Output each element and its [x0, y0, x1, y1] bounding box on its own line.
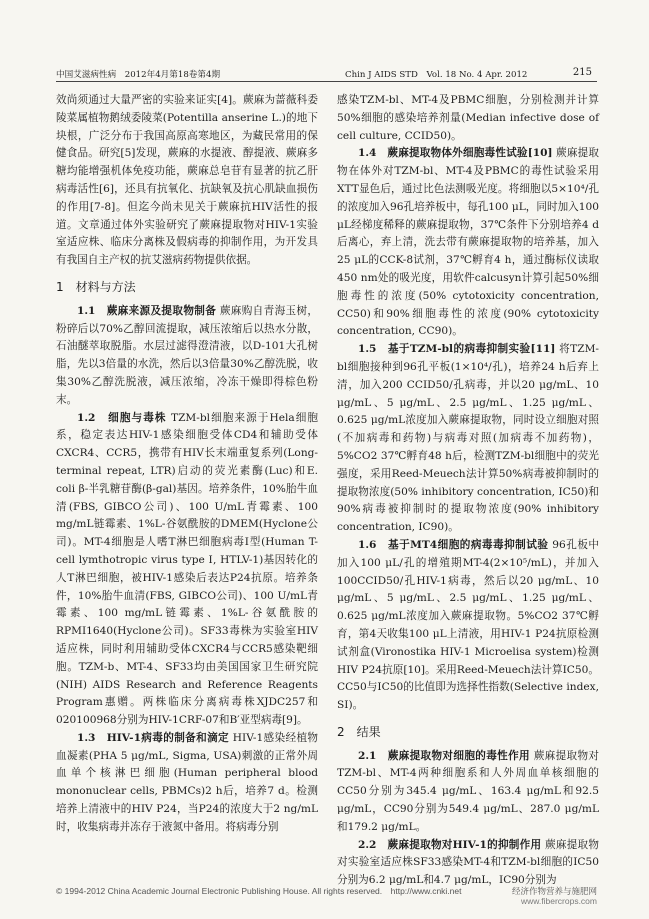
subsection-1-5-heading: 1.5 基于TZM-bl的病毒抑制实验[11]	[358, 343, 556, 356]
subsection-2-1-heading: 2.1 蕨麻提取物对细胞的毒性作用	[358, 749, 530, 762]
subsection-1-5	[337, 341, 599, 537]
running-header-en: Chin J AIDS STD Vol. 18 No. 4 Apr. 2012	[345, 70, 528, 80]
intro-paragraph: 效尚须通过大量严密的实验来证实[4]。蕨麻为蔷薇科委陵菜属植物鹅绒委陵菜(Potentilla anserine L.)的地下块根，广泛分布于我国高原高寒地区，为藏民常用的保健食品。研究[5]发现，蕨麻的水提液、醇提液、蕨麻多糖均能增强机体免疫功能，蕨麻总皂苷有显著的抗乙肝病毒活性[6]，还具有抗氧化、抗缺氧及抗心肌缺血损伤的作用[7-8]。但迄今尚未见关于蕨麻抗HIV活性的报道。文章通过体外实验研究了蕨麻提取物对HIV-1实验室适应株、临床分离株及假病毒的抑制作用，为开发具有我国自主产权的抗艾滋病药物提供依据。	[56, 94, 318, 267]
subsection-1-2-heading: 1.2 细胞与毒株	[77, 411, 167, 424]
continued-paragraph: 感染TZM-bl、MT-4及PBMC细胞，分别检测并计算50%细胞的感染培养剂量(Median infective dose of cell culture, CCID50)。	[337, 94, 599, 142]
subsection-1-1-heading: 1.1 蕨麻来源及提取物制备	[77, 304, 217, 317]
section-2-title: 2 结果	[337, 724, 381, 739]
subsection-1-3	[56, 730, 318, 837]
subsection-1-3-heading: 1.3 HIV-1病毒的制备和滴定	[77, 731, 230, 744]
subsection-2-1-body: 蕨麻提取物对TZM-bl、MT-4两种细胞系和人外周血单核细胞的CC50分别为345.4 μg/mL、163.4 μg/mL和92.5 μg/mL，CC90分别为549.4 μg/mL、287.0 μg/mL和179.2 μg/mL。	[337, 749, 599, 833]
watermark-cn: 经济作物营养与施肥网	[511, 886, 597, 896]
copyright-footer: © 1994-2012 China Academic Journal Electronic Publishing House. All rights reserved. http://www.cnki.net	[56, 886, 462, 896]
section-1-title: 1 材料与方法	[56, 279, 136, 294]
subsection-1-4-heading: 1.4 蕨麻提取物体外细胞毒性试验[10]	[358, 147, 553, 160]
right-column	[337, 92, 599, 890]
subsection-1-1-body: 蕨麻购自青海玉树，粉碎后以70%乙醇回流提取，减压浓缩后以热水分散，石油醚萃取脱脂。水层过滤得澄清液，以D-101大孔树脂，先以3倍量的水洗，然后以3倍量30%乙醇洗脱，收集30%乙醇洗脱液，减压浓缩，冷冻干燥即得棕色粉末。	[56, 304, 318, 406]
subsection-2-2-heading: 2.2 蕨麻提取物对HIV-1的抑制作用	[358, 838, 542, 851]
subsection-2-2	[337, 837, 599, 890]
subsection-2-2-body: 蕨麻提取物对实验室适应株SF33感染MT-4和TZM-bl细胞的IC50分别为6.2 μg/mL和4.7 μg/mL，IC90分别为	[337, 838, 600, 887]
subsection-2-1	[337, 748, 599, 837]
subsection-1-4	[337, 145, 599, 341]
running-header-cn: 中国艾滋病性病 2012年4月第18卷第4期	[56, 70, 221, 80]
subsection-1-5-body: 将TZM-bl细胞接种到96孔平板(1×10⁴/孔)，培养24 h后弃上清，加入200 CCID50/孔病毒，并以20 μg/mL、10 μg/mL、5 μg/mL、2.5 μg/mL、1.25 μg/mL、0.625 μg/mL浓度加入蕨麻提取物，同时设立细胞对照(不加病毒和药物)与病毒对照(加病毒不加药物)，5%CO2 37℃孵育48 h后，检测TZM-bl细胞中的荧光强度，采用Reed-Meuech法计算50%病毒被抑制时的提取物浓度(50% inhibitory concentration, IC50)和90%病毒被抑制时的提取物浓度(90% inhibitory concentration, IC90)。	[337, 343, 599, 534]
subsection-1-6-body: 96孔板中加入100 μL/孔的增殖期MT-4(2×10⁵/mL)，并加入100CCID50/孔HIV-1病毒，然后以20 μg/mL、10 μg/mL、5 μg/mL、2.5 μg/mL、1.25 μg/mL、0.625 μg/mL浓度加入蕨麻提取物。5%CO2 37℃孵育，第4天收集100 μL上清液，用HIV-1 P24抗原检测试剂盒(Vironostika HIV-1 Microelisa system)检测HIV P24抗原[10]。采用Reed-Meuech法计算IC50。CC50与IC50的比值即为选择性指数(Selective index, SI)。	[337, 538, 599, 712]
watermark-url: www.fibercrops.com	[520, 896, 597, 906]
subsection-1-3-body: HIV-1感染经植物血凝素(PHA 5 μg/mL, Sigma, USA)刺激的正常外周血单个核淋巴细胞(Human peripheral blood mononuclear cells, PBMCs)2 h后，培养7 d。检测培养上清液中的HIV P24，当P24的浓度大于2 ng/mL时，收集病毒并冻存于液氮中备用。将病毒分别	[56, 731, 318, 833]
subsection-1-6-heading: 1.6 基于MT4细胞的病毒毒抑制试验	[358, 538, 549, 551]
left-column	[56, 92, 318, 837]
subsection-1-6	[337, 537, 599, 715]
subsection-1-1	[56, 303, 318, 410]
subsection-1-4-body: 蕨麻提取物在体外对TZM-bl、MT-4及PBMC的毒性试验采用XTT显色后，通过比色法测吸光度。将细胞以5×10⁴/孔的浓度加入96孔培养板中，每孔100 μL，同时加入100 μL经梯度稀释的蕨麻提取物，37℃条件下分别培养4 d后离心，弃上清，洗去带有蕨麻提取物的培养基，加入25 μL的CCK-8试剂，37℃孵育4 h，通过酶标仪读取450 nm处的吸光度，用软件calcusyn计算引起50%细胞毒性的浓度(50% cytotoxicity concentration, CC50)和90%细胞毒性的浓度(90% cytotoxicity concentration, CC90)。	[337, 147, 600, 338]
page-number: 215	[572, 67, 592, 78]
subsection-1-2	[56, 410, 318, 730]
subsection-1-2-body: TZM-bl细胞来源于Hela细胞系，稳定表达HIV-1感染细胞受体CD4和辅助受体CXCR4、CCR5，携带有HIV长末端重复系列(Long-terminal repeat, LTR)启动的荧光素酶(Luc)和E. coli β-半乳糖苷酶(β-gal)基因。培养条件，10%胎牛血清(FBS, GIBCO公司)、100 U/mL青霉素、100 mg/mL链霉素、1%L-谷氨酰胺的DMEM(Hyclone公司)。MT-4细胞是人嗜T淋巴细胞病毒Ⅰ型(Human T-cell lymthotropic virus type Ⅰ, HTLV-1)基因转化的人T淋巴细胞，被HIV-1感染后表达P24抗原。培养条件，10%胎牛血清(FBS, GIBCO公司)、100 U/mL青霉素、100 mg/mL链霉素、1%L-谷氨酰胺的RPMI1640(Hyclone公司)。SF33毒株为实验室HIV适应株，同时利用辅助受体CXCR4与CCR5感染靶细胞。TZM-b、MT-4、SF33均由美国国家卫生研究院(NIH) AIDS Research and Reference Reagents Program惠赠。两株临床分离病毒株XJDC257和020100968分别为HIV-1CRF-07和B′亚型病毒[9]。	[56, 411, 319, 727]
header-rule	[56, 81, 597, 82]
